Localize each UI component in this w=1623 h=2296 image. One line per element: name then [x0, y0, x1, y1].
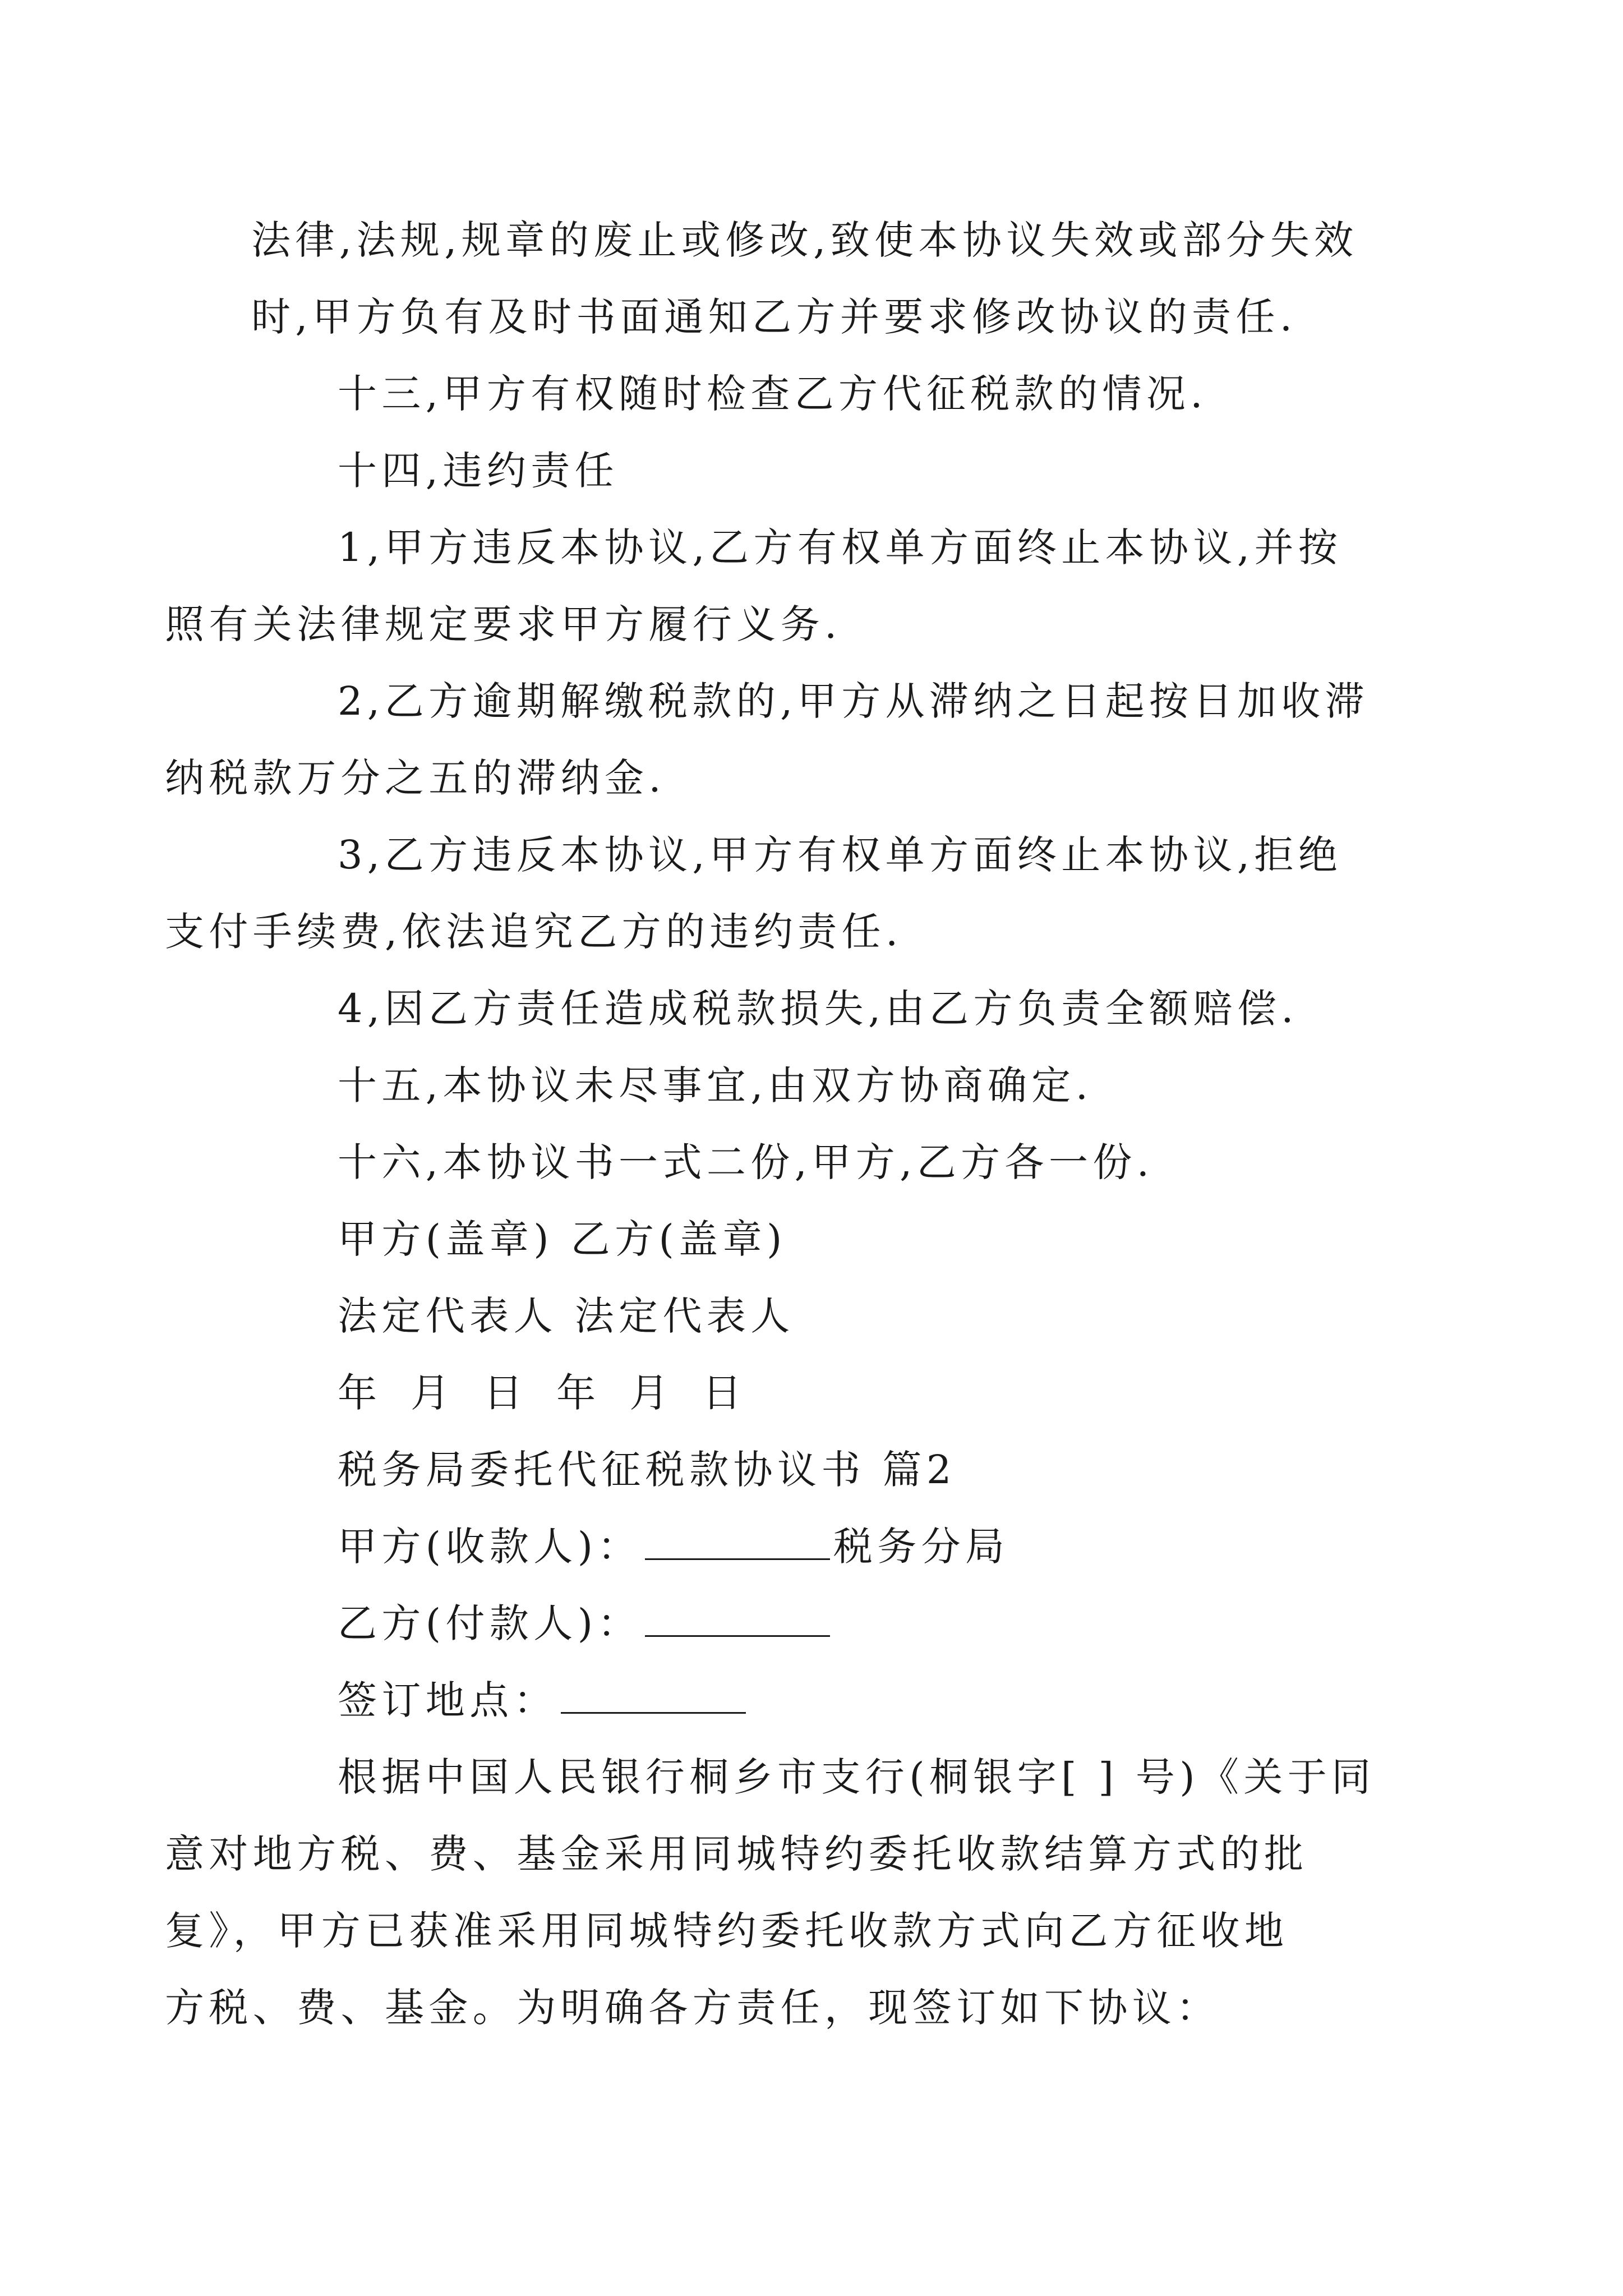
- payer-blank: [645, 1603, 830, 1637]
- clause-13: [251, 356, 1390, 432]
- payer-label: 乙方(付款人)：: [338, 1600, 642, 1646]
- payee-blank: [645, 1526, 830, 1560]
- clause-14-item-2: [165, 663, 1390, 817]
- payer-field-line: [251, 1585, 1390, 1662]
- text-line: 十四,违约责任: [338, 448, 619, 494]
- text-line: 十三,甲方有权随时检查乙方代征税款的情况.: [338, 371, 1207, 417]
- text-line: 2,乙方逾期解缴税款的,甲方从滞纳之日起按日加收滞: [338, 678, 1370, 724]
- paragraph: [251, 202, 1390, 356]
- clause-14-heading: [251, 432, 1390, 509]
- clause-14-item-4: [251, 970, 1390, 1047]
- seal-line: [251, 1201, 1390, 1278]
- place-blank: [561, 1680, 746, 1714]
- clause-14-item-3: [165, 817, 1390, 970]
- text-line: 3,乙方违反本协议,甲方有权单方面终止本协议,拒绝: [338, 832, 1343, 878]
- date-line: [251, 1355, 1390, 1432]
- text-line: 支付手续费,依法追究乙方的违约责任.: [165, 909, 903, 955]
- text-line: 1,甲方违反本协议,乙方有权单方面终止本协议,并按: [338, 524, 1343, 570]
- text-line: 复》，甲方已获准采用同城特约委托收款方式向乙方征收地: [165, 1908, 1289, 1954]
- text-line: 法律,法规,规章的废止或修改,致使本协议失效或部分失效: [251, 217, 1358, 263]
- representative-line: [251, 1278, 1390, 1355]
- place-label: 签订地点：: [338, 1677, 557, 1723]
- section-title: [251, 1432, 1390, 1508]
- clause-14-item-1: [165, 509, 1390, 663]
- text-line: 法定代表人 法定代表人: [338, 1293, 795, 1339]
- text-line: 照有关法律规定要求甲方履行义务.: [165, 601, 842, 647]
- clause-16: [251, 1124, 1390, 1201]
- text-line: 时,甲方负有及时书面通知乙方并要求修改协议的责任.: [251, 294, 1297, 340]
- closing-paragraph: [165, 1739, 1390, 2046]
- text-line: 4,因乙方责任造成税款损失,由乙方负责全额赔偿.: [338, 986, 1298, 1032]
- payee-suffix: 税务分局: [833, 1524, 1009, 1570]
- text-line: 意对地方税、费、基金采用同城特约委托收款结算方式的批: [165, 1831, 1308, 1877]
- document-body: [165, 202, 1390, 2046]
- payee-field-line: [251, 1508, 1390, 1585]
- text-line: 年 月 日 年 月 日: [338, 1370, 746, 1416]
- text-line: 税务局委托代征税款协议书 篇2: [338, 1447, 956, 1493]
- text-line: 十五,本协议未尽事宜,由双方协商确定.: [338, 1062, 1093, 1108]
- clause-15: [251, 1047, 1390, 1124]
- text-line: 甲方(盖章) 乙方(盖章): [338, 1216, 787, 1262]
- place-field-line: [251, 1662, 1390, 1739]
- payee-label: 甲方(收款人)：: [338, 1524, 642, 1570]
- text-line: 根据中国人民银行桐乡市支行(桐银字[ ] 号)《关于同: [338, 1754, 1376, 1800]
- text-line: 十六,本协议书一式二份,甲方,乙方各一份.: [338, 1139, 1154, 1185]
- text-line: 方税、费、基金。为明确各方责任，现签订如下协议：: [165, 1985, 1220, 2031]
- text-line: 纳税款万分之五的滞纳金.: [165, 755, 666, 801]
